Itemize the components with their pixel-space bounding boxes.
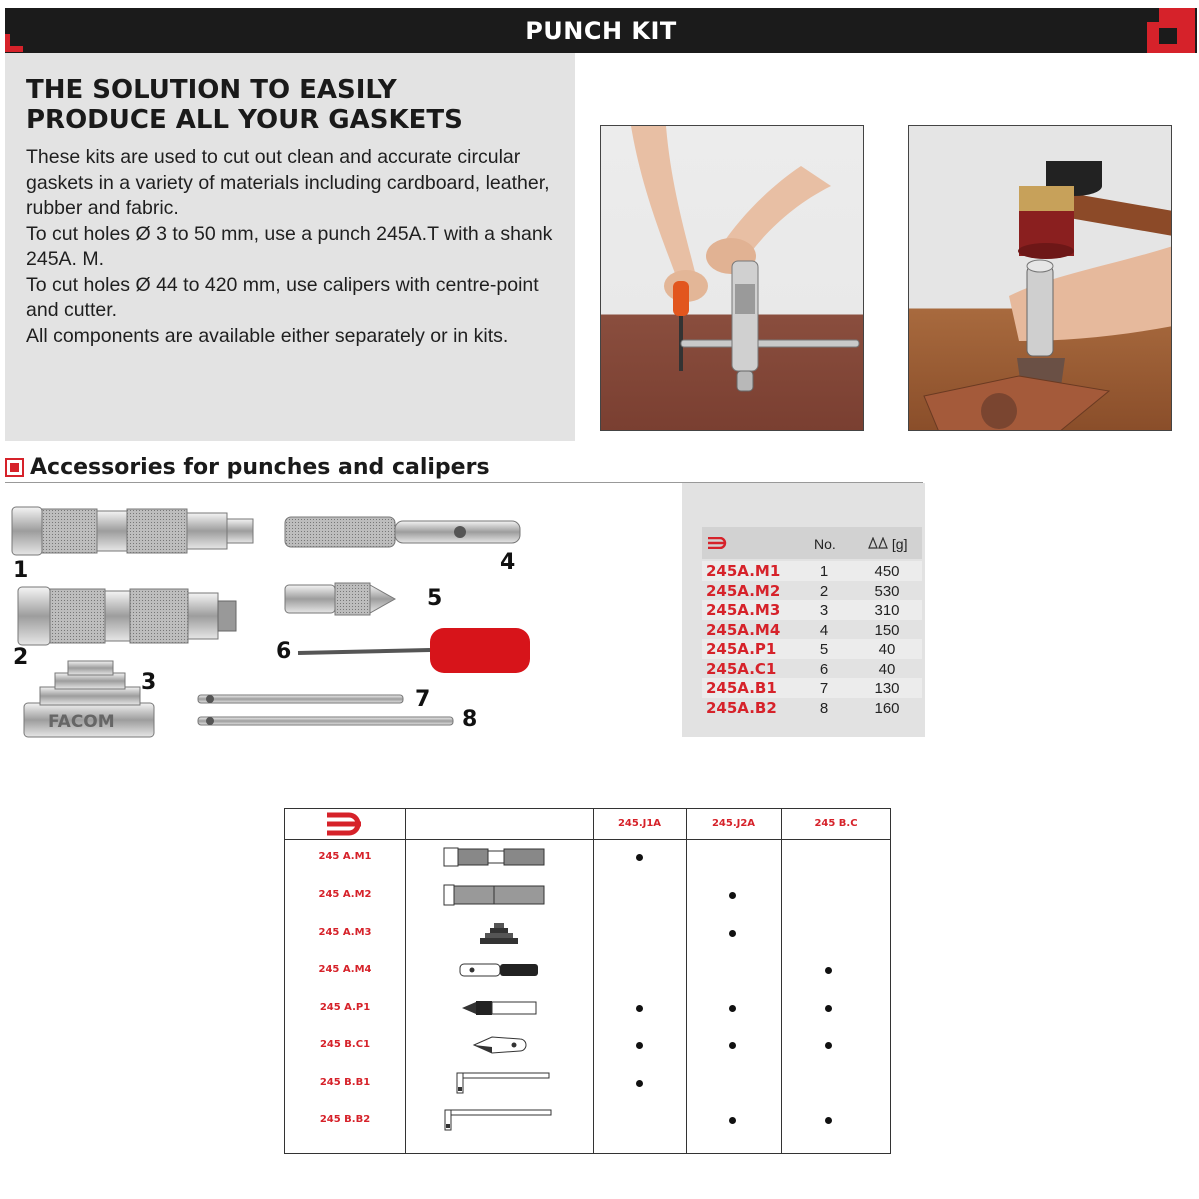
column-divider <box>405 809 406 1153</box>
spec-ref: 245A.P1 <box>706 640 777 658</box>
header-divider <box>285 839 890 840</box>
included-dot-j1a <box>636 1042 643 1049</box>
spec-number: 2 <box>819 582 829 600</box>
intro-panel <box>5 53 575 441</box>
long-arm-icon <box>442 1108 552 1137</box>
intro-body <box>26 145 566 349</box>
spec-table-row <box>702 659 922 679</box>
included-dot-j2a <box>729 930 736 937</box>
corner-decoration-right <box>1147 8 1195 53</box>
included-dot-bc <box>825 1042 832 1049</box>
col-weight-header <box>868 536 907 552</box>
spec-ref: 245A.B2 <box>706 698 777 717</box>
callout-5: 5 <box>427 586 443 611</box>
corner-decoration-left <box>5 34 23 52</box>
accessories-illustration <box>10 495 540 745</box>
composition-row-ref: 245 A.M4 <box>318 964 372 975</box>
reference-icon <box>325 812 365 836</box>
spec-weight: 450 <box>874 563 900 580</box>
included-dot-j2a <box>729 892 736 899</box>
accessories-drawing <box>10 495 540 745</box>
intro-paragraph-3: To cut holes Ø 44 to 420 mm, use calipers with centre-point and cutter. <box>26 273 539 321</box>
composition-row-ref: 245 A.M1 <box>318 851 372 862</box>
section-bullet-icon <box>5 458 24 477</box>
spec-weight: 160 <box>874 699 900 717</box>
composition-row-ref: 245 A.M3 <box>318 927 372 938</box>
reference-icon <box>706 537 728 549</box>
spec-table-row <box>702 561 922 581</box>
callout-4: 4 <box>500 550 516 575</box>
spec-weight: 530 <box>874 582 900 600</box>
composition-row-ref: 245 B.B2 <box>319 1114 371 1125</box>
spec-ref: 245A.M4 <box>706 620 781 639</box>
spec-ref: 245A.M1 <box>706 562 781 580</box>
intro-paragraph-4: All components are available either separately or in kits. <box>26 324 509 347</box>
kit-column-j1a: 245.J1A <box>617 818 662 829</box>
spec-ref: 245A.M2 <box>706 581 781 600</box>
spec-number: 5 <box>819 641 829 658</box>
intro-heading-text: THE SOLUTION TO EASILY PRODUCE ALL YOUR GASKETS <box>26 75 463 135</box>
spec-weight: 130 <box>874 680 900 697</box>
kit-column-j2a: 245.J2A <box>711 818 756 829</box>
col-number-header: No. <box>814 536 836 552</box>
included-dot-bc <box>825 967 832 974</box>
spec-number: 6 <box>819 660 829 678</box>
centre-point-icon <box>442 996 552 1025</box>
spec-weight: 310 <box>874 602 900 619</box>
scale-icon <box>868 537 888 549</box>
intro-paragraph-2: To cut holes Ø 3 to 50 mm, use a punch 245A.T with a shank 245A. M. <box>26 222 553 270</box>
spec-weight: 40 <box>878 660 896 678</box>
composition-row-ref: 245 B.B1 <box>319 1077 371 1088</box>
callout-6: 6 <box>276 639 292 664</box>
composition-row-ref: 245 B.C1 <box>319 1039 371 1050</box>
composition-row-ref: 245 A.M2 <box>318 889 372 900</box>
included-dot-j2a <box>729 1005 736 1012</box>
spec-number: 8 <box>819 699 829 717</box>
page-title: PUNCH KIT <box>525 17 677 45</box>
header-bar <box>5 8 1197 53</box>
callout-8: 8 <box>462 707 478 732</box>
kit-composition-table <box>284 808 891 1154</box>
col-weight-unit: [g] <box>891 536 908 552</box>
spec-ref: 245A.B1 <box>706 679 777 697</box>
intro-paragraph-1: These kits are used to cut out clean and accurate circular gaskets in a variety of materials including cardboard, leather, rubber and fabric. <box>26 146 550 219</box>
included-dot-j1a <box>636 1005 643 1012</box>
spec-weight: 150 <box>874 621 900 639</box>
shank-long-icon <box>442 845 552 874</box>
spec-weight: 40 <box>878 641 896 658</box>
photo-hammer-punch <box>908 125 1172 431</box>
spec-ref: 245A.C1 <box>706 659 777 678</box>
stepped-base-icon <box>442 921 552 950</box>
spec-table-row <box>702 600 922 620</box>
included-dot-bc <box>825 1005 832 1012</box>
spec-table-header <box>702 527 922 559</box>
spec-table-row <box>702 639 922 659</box>
accessories-heading-text: Accessories for punches and calipers <box>30 455 490 480</box>
included-dot-bc <box>825 1117 832 1124</box>
photo-calipers-in-use <box>600 125 864 431</box>
spec-number: 1 <box>819 563 829 580</box>
included-dot-j2a <box>729 1117 736 1124</box>
callout-1: 1 <box>13 558 29 583</box>
brand-mark: FACOM <box>48 712 115 732</box>
column-divider <box>593 809 594 1153</box>
spec-ref: 245A.M3 <box>706 601 781 619</box>
column-divider <box>686 809 687 1153</box>
shank-threaded-icon <box>442 883 552 912</box>
composition-row-ref: 245 A.P1 <box>319 1002 371 1013</box>
spec-table-row <box>702 698 922 718</box>
included-dot-j2a <box>729 1042 736 1049</box>
included-dot-j1a <box>636 854 643 861</box>
intro-heading <box>26 75 546 135</box>
accessories-heading <box>5 453 923 483</box>
callout-2: 2 <box>13 645 29 670</box>
spec-table-row <box>702 581 922 601</box>
cutter-icon <box>442 1033 552 1062</box>
short-arm-icon <box>442 1071 552 1100</box>
column-divider <box>781 809 782 1153</box>
handle-with-hole-icon <box>442 958 552 987</box>
spec-number: 3 <box>819 602 829 619</box>
spec-table-row <box>702 620 922 640</box>
callout-7: 7 <box>415 687 431 712</box>
included-dot-j1a <box>636 1080 643 1087</box>
spec-number: 7 <box>819 680 829 697</box>
callout-3: 3 <box>141 670 157 695</box>
kit-column-bc: 245 B.C <box>814 818 858 829</box>
spec-number: 4 <box>819 621 829 639</box>
spec-table-row <box>702 678 922 698</box>
